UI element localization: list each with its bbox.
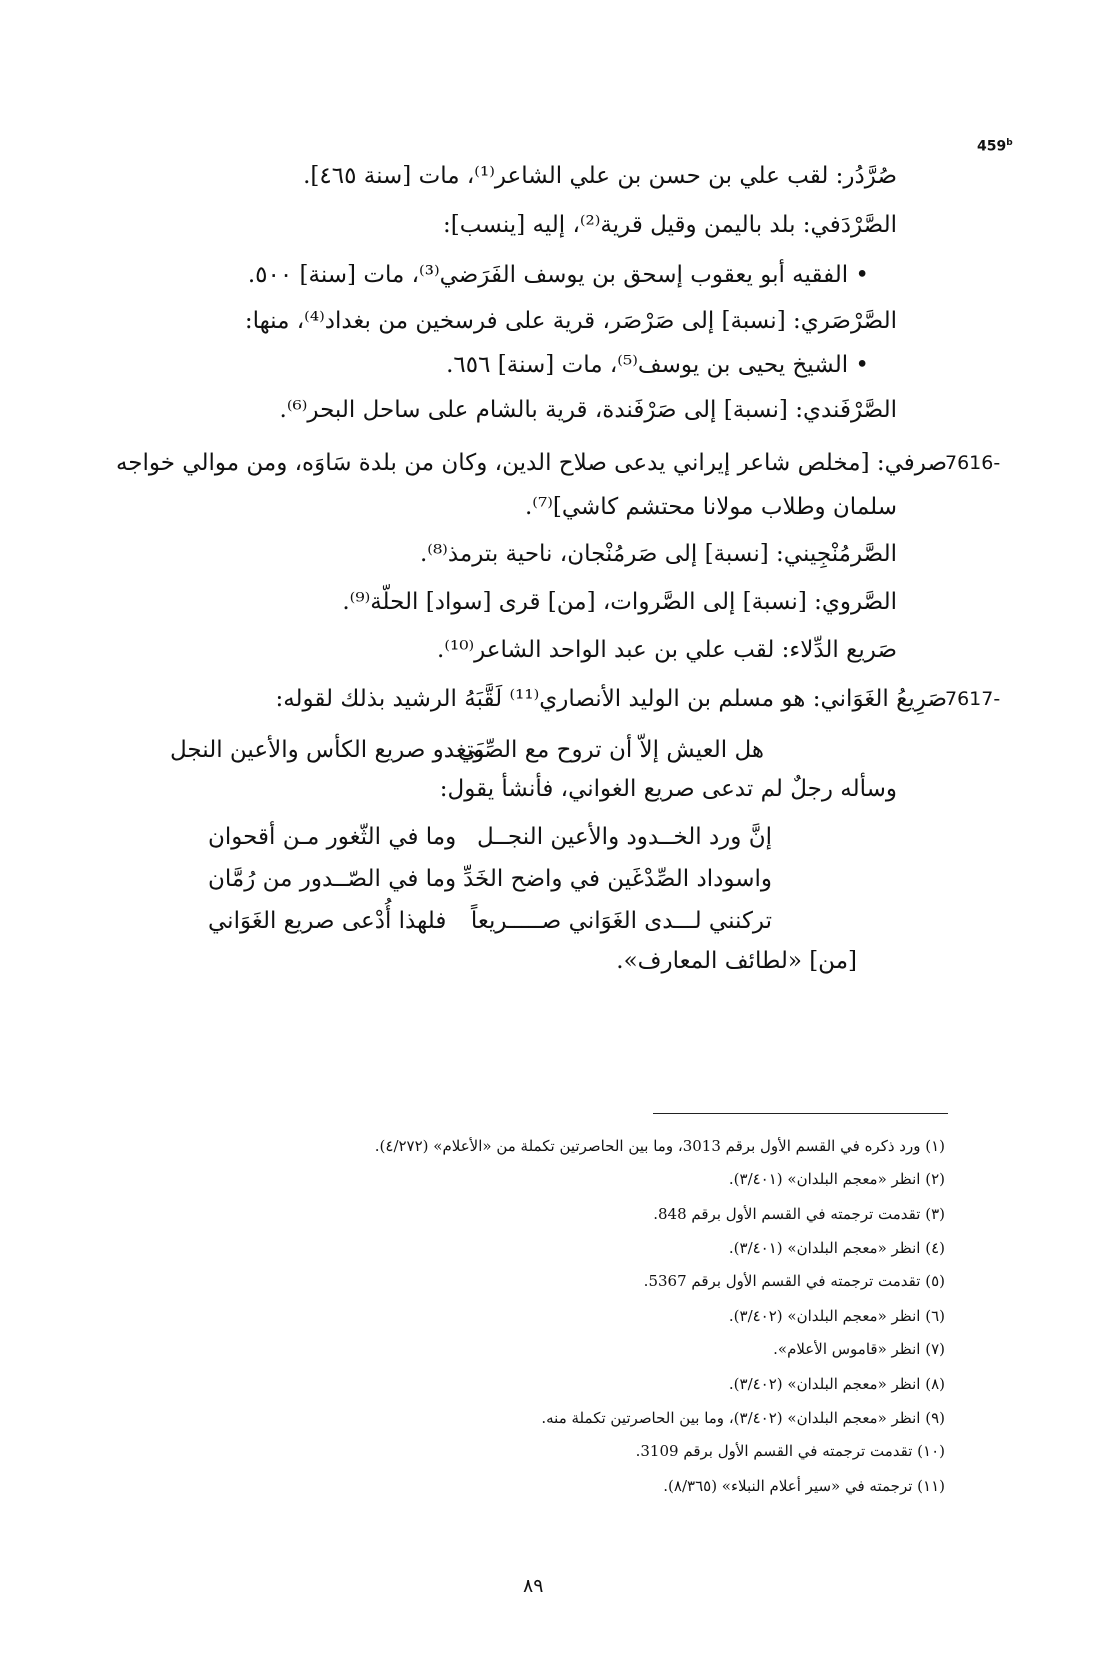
footnote: (٩) انظر «معجم البلدان» (٣/٤٠٢)، وما بين الحاصرتين تكملة منه. <box>541 1409 945 1427</box>
footnote: (٧) انظر «قاموس الأعلام». <box>773 1340 945 1358</box>
footnote: (٣) تقدمت ترجمته في القسم الأول برقم 848. <box>653 1205 945 1223</box>
footnote-rule <box>653 1113 948 1114</box>
entry-number: 7617- <box>945 688 1001 710</box>
footnote: (٤) انظر «معجم البلدان» (٣/٤٠١). <box>728 1239 945 1257</box>
verse-first-hemistich: واسوداد الصِّدْغَين في واضح الخَدِّ <box>462 866 772 892</box>
verse-first-hemistich: إنَّ ورد الخــدود والأعين النجــل <box>477 824 772 850</box>
source-line: [من] «لطائف المعارف». <box>616 948 857 974</box>
footnote: (٦) انظر «معجم البلدان» (٣/٤٠٢). <box>728 1307 945 1325</box>
folio-suffix: b <box>1006 138 1013 148</box>
verse-second-hemistich: وما في الصّــدور من رُمَّان <box>208 866 457 892</box>
entry-line: • الفقيه أبو يعقوب إسحق بن يوسف الفَرَضي⁽³⁾، مات [سنة] ٥٠٠. <box>247 262 869 288</box>
entry-line: صُرَّدُر: لقب علي بن حسن بن علي الشاعر⁽¹⁾، مات [سنة ٤٦٥]. <box>303 163 897 189</box>
page-number: ٨٩ <box>523 1575 544 1597</box>
footnote: (٢) انظر «معجم البلدان» (٣/٤٠١). <box>728 1170 945 1188</box>
verse-first-hemistich: تركنني لـــدى الغَوَاني صـــــريعاً <box>470 908 772 934</box>
verse-first-hemistich: هل العيش إلاّ أن تروح مع الصِّبَي <box>457 737 764 763</box>
folio-number: 459 <box>977 138 1007 155</box>
entry-line: الصَّروي: [نسبة] إلى الصَّروات، [من] قرى [سواد] الحلّة⁽⁹⁾. <box>342 589 897 615</box>
footnote: (١١) ترجمته في «سير أعلام النبلاء» (٨/٣٦٥). <box>663 1477 945 1495</box>
verse-second-hemistich: وما في الثّغور مـن أقحوان <box>208 824 457 850</box>
entry-line: الصَّرمُنْجِيني: [نسبة] إلى صَرمُنْجان، ناحية بترمذ⁽⁸⁾. <box>419 541 897 567</box>
prose-line: وسأله رجلٌ لم تدعى صريع الغواني، فأنشأ يقول: <box>439 776 897 802</box>
entry-line: صَريع الدِّلاء: لقب علي بن عبد الواحد الشاعر⁽¹⁰⁾. <box>437 637 897 663</box>
folio-marker <box>977 138 1013 155</box>
footnote: (٥) تقدمت ترجمته في القسم الأول برقم 5367. <box>643 1272 945 1290</box>
entry-line: سلمان وطلاب مولانا محتشم كاشي]⁽⁷⁾. <box>525 494 897 520</box>
entry-line: صَرِيعُ الغَوَاني: هو مسلم بن الوليد الأنصاري⁽¹¹⁾ لَقَّبَهُ الرشيد بذلك لقوله: <box>275 686 947 712</box>
entry-number: 7616- <box>945 452 1001 474</box>
verse-second-hemistich: وتغدو صريع الكأس والأعين النجل <box>170 737 485 763</box>
footnote: (١٠) تقدمت ترجمته في القسم الأول برقم 3109. <box>635 1442 945 1460</box>
entry-line: الصَّرْدَفي: بلد باليمن وقيل قرية⁽²⁾، إليه [ينسب]: <box>443 212 897 238</box>
verse-second-hemistich: فلهذا أُدْعى صريع الغَوَاني <box>208 908 447 934</box>
entry-line: الصَّرْفَندي: [نسبة] إلى صَرْفَندة، قرية بالشام على ساحل البحر⁽⁶⁾. <box>279 397 897 423</box>
entry-line: صرفي: [مخلص شاعر إيراني يدعى صلاح الدين، وكان من بلدة سَاوَه، ومن موالي خواجه <box>115 450 947 476</box>
entry-line: • الشيخ يحيى بن يوسف⁽⁵⁾، مات [سنة] ٦٥٦. <box>446 352 869 378</box>
entry-line: الصَّرْصَري: [نسبة] إلى صَرْصَر، قرية على فرسخين من بغداد⁽⁴⁾، منها: <box>244 308 897 334</box>
footnote: (٨) انظر «معجم البلدان» (٣/٤٠٢). <box>728 1375 945 1393</box>
footnote: (١) ورد ذكره في القسم الأول برقم 3013، وما بين الحاصرتين تكملة من «الأعلام» (٤/٢٧٢). <box>374 1137 945 1155</box>
